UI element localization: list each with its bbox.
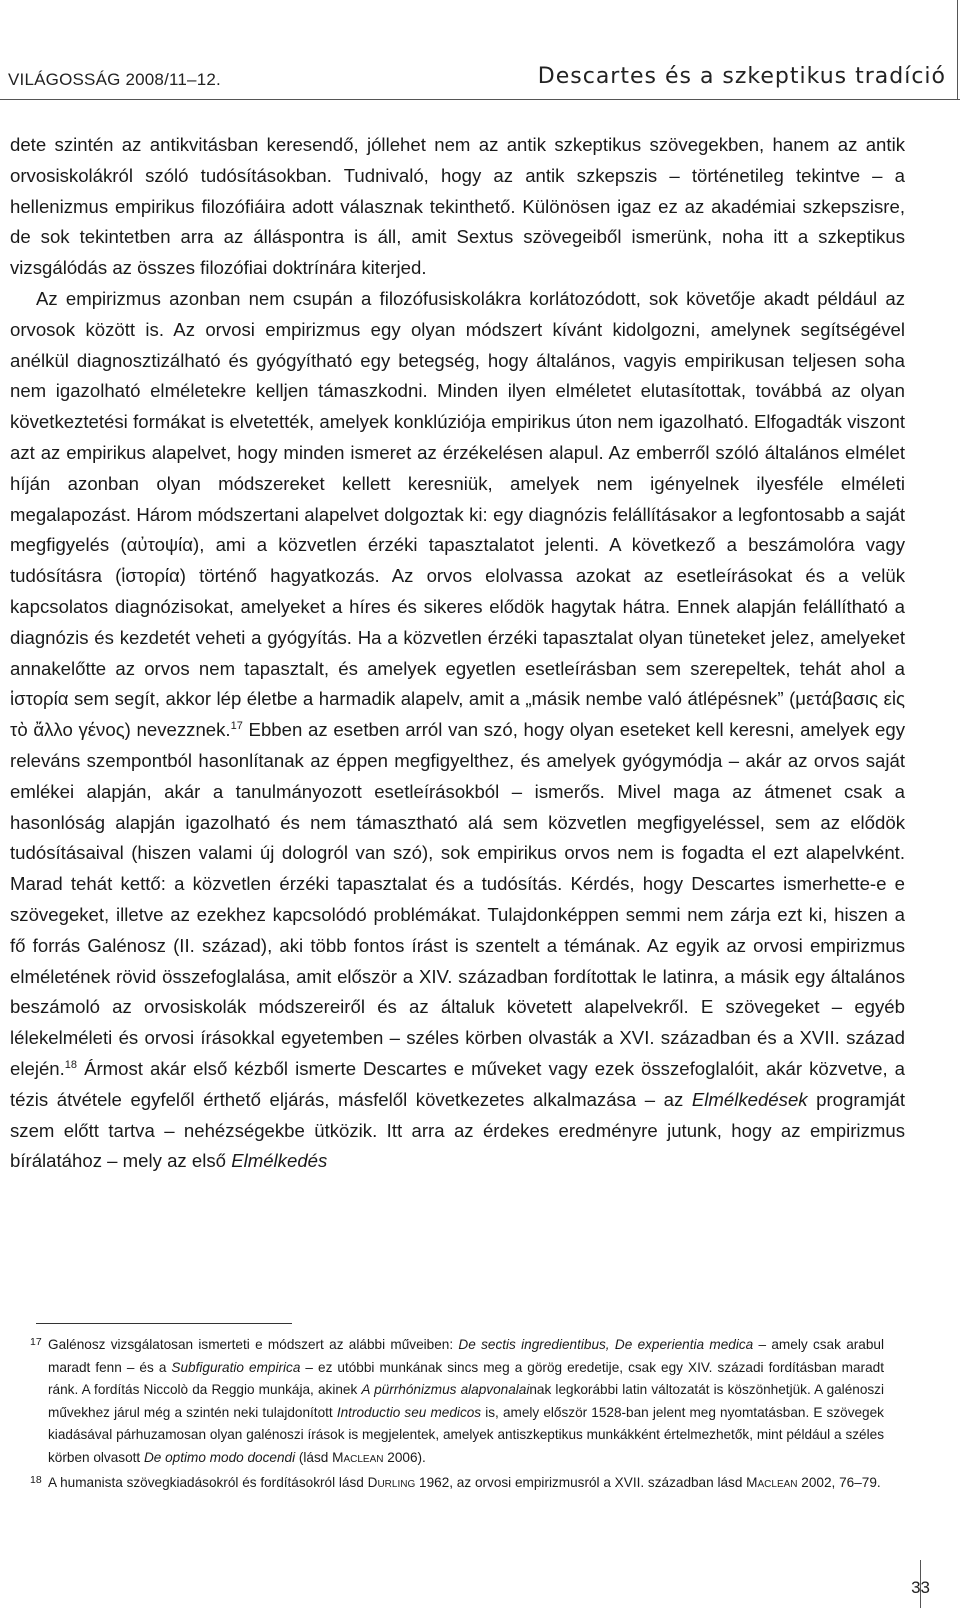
footnote-text: Galénosz vizsgálatosan ismertetі e módszert az alábbi műveiben:	[48, 1337, 459, 1352]
work-title: De optimo modo docendi	[143, 1449, 296, 1465]
work-title: Subfiguratio empirica	[171, 1359, 301, 1375]
footnote-ref-17[interactable]: 17	[230, 720, 243, 733]
footnote-text: nak legkorábbi latin változatát is köszönhetjük. A galénoszi művekhez járul még a szintén neki tulajdonított	[48, 1382, 885, 1420]
page-number: 33	[911, 1578, 930, 1597]
header-divider	[0, 99, 960, 100]
footnote-text: is, amely először 1528-ban jelent meg nyomtatásban. E szövegek kiadásával párhuzamosan olyan galénoszi írások is megjelentek, amelyek antiszkeptikus munkákként értelmezhetők, mint például a széles körben olvasott	[48, 1404, 884, 1465]
footnote-text: 2002, 76–79.	[797, 1474, 881, 1490]
main-text	[10, 130, 905, 1177]
paragraph-2	[10, 284, 905, 1177]
journal-header: VILÁGOSSÁG 2008/11–12.	[8, 70, 221, 89]
footnote-17	[32, 1334, 884, 1470]
title-elmelkedesek: Elmélkedések	[691, 1088, 808, 1110]
footnote-text: – amely csak arabul maradt fenn – és a	[48, 1337, 884, 1375]
paragraph-1: dete szintén az antikvitásban keresendő, jóllehet nem az antik szkeptikus szövegekben, hanem az antik orvosiskolákról szóló tudósításokban. Tudnivaló, hogy az antik szkepszis – történetileg tekintve – a hellenizmus empirikus filozófiáira adott válasznak tekinthető. Különösen igaz ez az akadémiai szkepszisre, de sok tekintetben arra az álláspontra is áll, amit Sextus szövegeiből ismerünk, noha itt a szkeptikus vizsgálódás az összes filozófiai doktrínára kiterjed.	[10, 134, 905, 279]
footnote-ref-18[interactable]: 18	[64, 1058, 78, 1071]
footnote-divider	[36, 1323, 292, 1324]
paragraph-2-part-b: Ebben az esetben arról van szó, hogy olyan eseteket kell keresni, amelyek egy releváns szempontból hasonlítanak az éppen megfigyelthez, és amelyek gyógymódja – akár az orvos saját emlékei alapján, akár a tanulmányozott esetleírásokból – ismerős. Mivel maga az átmenet csak a hasonlóság alapján igazolható és nem támasztható alá sem közvetlen megfigyeléssel, sem az elődök tudósításaival (hiszen valami új dologról van szó), sok empirikus orvos nem is fogadta el ezt alapelvként. Marad tehát kettő: a közvetlen érzéki tapasztalat és a tudósítás. Kérdés, hogy Descartes ismerhette-e e szövegeket, illetve az ezekhez kapcsolódó problémákat. Tulajdonképpen semmi nem zárja ezt ki, hiszen a fő forrás Galénosz (II. század), aki több fontos írást is szentelt a témának. Az egyik az orvosi empirizmus elméletének rövid összefoglalása, amit először a XIV. században fordítottak le latinra, a másik egy általános beszámoló az orvosiskolák módszereiről és az általuk követett alapelvekről. E szövegeket – egyéb lélekelméleti és orvosi írásokkal egyetemben – széles körben olvasták a XVI. században és a XVII. század elején.	[10, 719, 905, 1079]
footnotes	[32, 1334, 884, 1494]
paragraph-2-part-d: programját szem előtt tartva – nehézségekbe ütközik. Itt arra az érdekes eredményre jutunk, hogy az empirizmus bírálatához – mely az első	[10, 1088, 905, 1172]
article-running-title: Descartes és a szkeptikus tradíció	[537, 64, 946, 89]
work-title: A pürrhónizmus alapvonalai	[361, 1382, 530, 1398]
header-corner-rule	[957, 0, 958, 100]
footnote-number: 17	[30, 1336, 42, 1348]
author-name: Maclean	[746, 1474, 798, 1490]
footnote-18	[32, 1472, 884, 1495]
author-name: Durling	[367, 1474, 416, 1490]
paragraph-2-part-a: Az empirizmus azonban nem csupán a filozófusiskolákra korlátozódott, sok követője akadt például az orvosok között is. Az orvosi empirizmus egy olyan módszert kívánt kidolgozni, amelynek segítségével anélkül diagnosztizálható és gyógyítható egy betegség, hogy általános, vagyis empirikusan teljesen soha nem igazolható elméletekre kelljen támaszkodni. Minden ilyen elméletet elutasítottak, továbbá az olyan következtetési formákat is elvetették, amelyek konklúziója empirikus úton nem igazolható. Elfogadták viszont azt az empirikus alapelvet, hogy minden ismeret az érzékelésen alapul. Az emberről szóló általános elmélet híján azonban olyan módszereket kellett keresniük, amelyek nem igényelnek ilyesféle elméleti megalapozást. Három módszertani alapelvet dolgoztak ki: egy diagnózis felállításakor a legfontosabb a saját megfigyelés (αὐτοψία), ami a közvetlen érzéki tapasztalatot jelenti. A következő a beszámolóra vagy tudósításra (ἱστορία) történő hagyatkozás. Az orvos elolvassa azokat az esetleírásokat és a velük kapcsolatos diagnózisokat, amelyeket a híres és sikeres elődök hagytak hátra. Ennek alapján felállítható a diagnózis és kezdetét veheti a gyógyítás. Ha a közvetlen érzéki tapasztalat olyan tüneteket jelez, amelyeket annakelőtte az orvos nem tapasztalt, és amelyek egyetlen esetleírásban sem szerepeltek, tehát ahol a ἱστορία sem segít, akkor lép életbe a harmadik alapelv, amit a „másik nembe való átlépésnek” (μετάβασις εἰς τὸ ἄλλο γένος) nevezznek.	[10, 287, 905, 741]
author-name: Maclean	[332, 1449, 384, 1465]
footnote-text: A humanista szövegkiadásokról és fordításokról lásd	[48, 1474, 368, 1490]
paragraph-2-part-c: Ármost akár első kézből ismerte Descartes e műveket vagy ezek összefoglalóit, akár közvetve, a tézis átvétele egyfelől érthető eljárás, másfelől következetes alkalmazása – az	[10, 1057, 905, 1110]
work-title: Introductio seu medicos	[336, 1404, 482, 1420]
footnote-text: 1962, az orvosi empirizmusról a XVII. században lásd	[415, 1474, 747, 1490]
title-elmelkedes: Elmélkedés	[231, 1150, 328, 1172]
footnote-text: 2006).	[383, 1449, 426, 1465]
work-title: De sectis ingredientibus, De experientia medica	[458, 1337, 754, 1352]
footnote-text: (lásd	[295, 1449, 333, 1465]
footnote-number: 18	[30, 1473, 42, 1486]
footnote-text: – ez utóbbi munkának sincs meg a görög eredetije, csak egy XIV. századi fordításban maradt ránk. A fordítás Niccolò da Reggio munkája, akinek	[48, 1359, 884, 1398]
